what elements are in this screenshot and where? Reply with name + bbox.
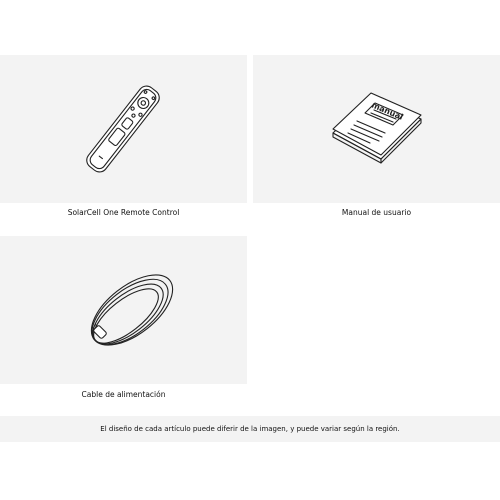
remote-control-icon	[0, 55, 247, 203]
remote-control-panel	[0, 55, 247, 203]
manual-booklet-icon	[253, 55, 500, 203]
power-cable-panel	[0, 236, 247, 384]
disclaimer-bar	[0, 416, 500, 442]
manual-cover-title: manual	[370, 100, 405, 122]
disclaimer-text: El diseño de cada artículo puede diferir de la imagen, y puede variar según la región.	[100, 425, 400, 433]
manual-label: Manual de usuario	[341, 208, 412, 217]
power-cable-label: Cable de alimentación	[81, 390, 166, 399]
remote-control-label: SolarCell One Remote Control	[67, 208, 180, 217]
manual-panel	[253, 55, 500, 203]
power-cable-icon	[0, 236, 247, 384]
